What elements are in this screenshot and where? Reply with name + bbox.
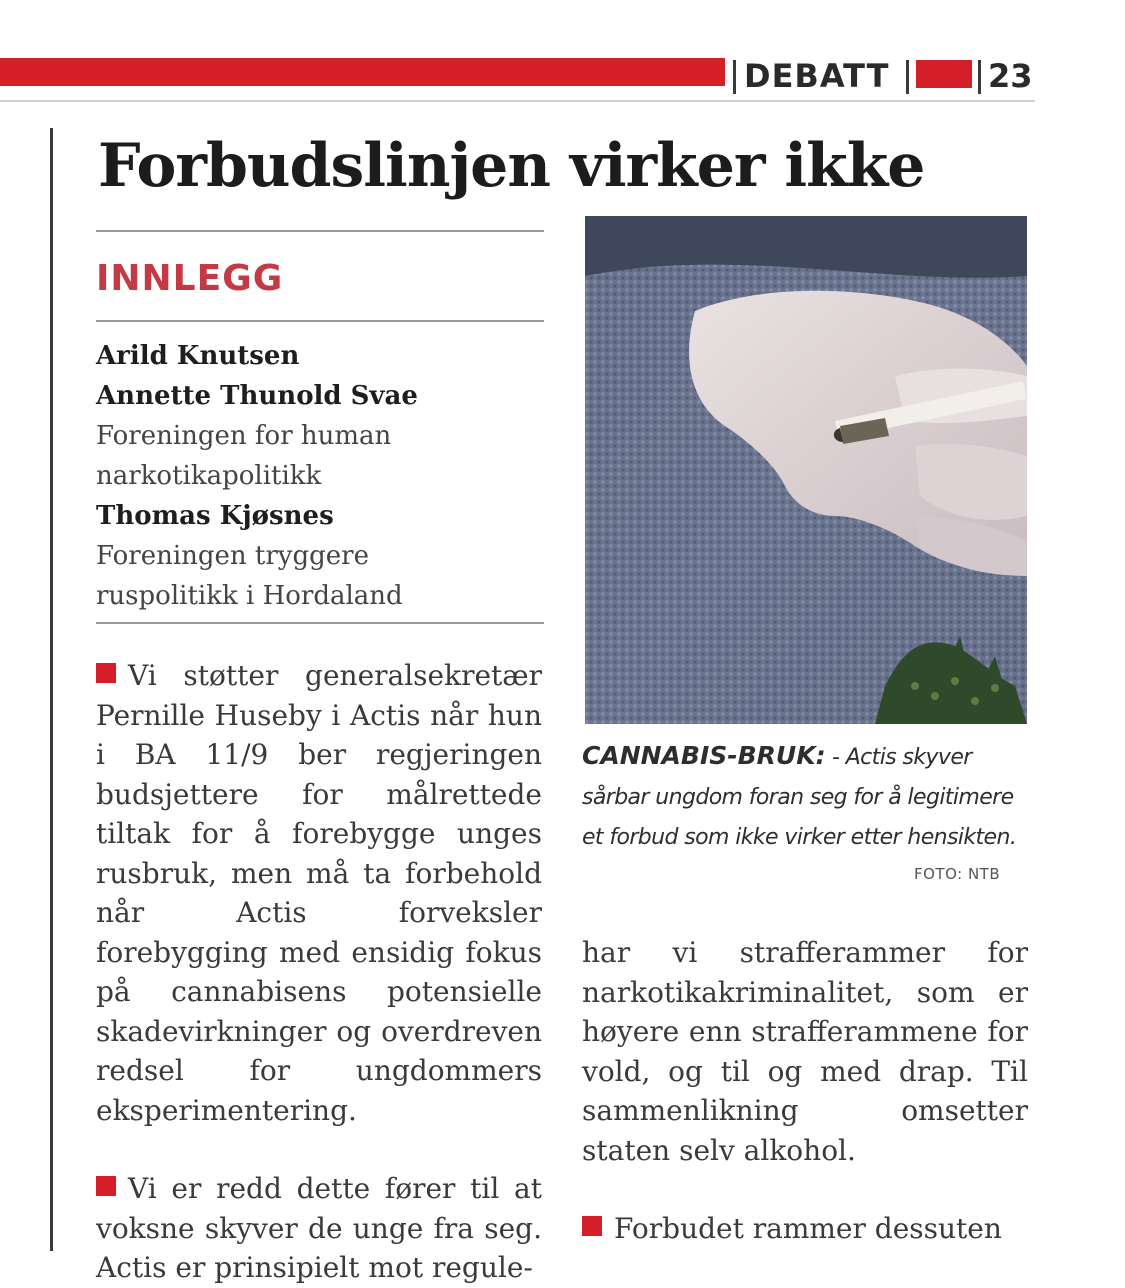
paragraph-bullet-icon <box>582 1216 602 1236</box>
header-divider <box>906 60 909 94</box>
body-paragraph <box>96 1169 542 1288</box>
byline-author: Thomas Kjøsnes <box>96 501 334 531</box>
caption-text: - Actis skyver sårbar ungdom foran seg for å legitimere et forbud som ikke virker etter hensikten. <box>582 745 1017 850</box>
headline: Forbudslinjen virker ikke <box>98 131 925 201</box>
cannabis-joint-photo-icon <box>585 216 1027 724</box>
body-paragraph-text: Vi støtter generalsekretær Pernille Huseby i Actis når hun i BA 11/9 ber regjeringen budsjettere for målrettede tiltak for å forebygge unges rusbruk, men må ta forbehold når Actis forveksler forebygging med ensidig fokus på cannabisens potensielle skadevirkninger og overdreven redsel for ungdommers eksperimentering. <box>96 659 542 1127</box>
byline-author: Arild Knutsen <box>96 341 300 371</box>
photo-credit: FOTO: NTB <box>914 865 1001 883</box>
paragraph-bullet-icon <box>96 663 116 683</box>
page-number: 23 <box>988 57 1033 95</box>
body-paragraph <box>582 1209 1028 1249</box>
header-red-bar <box>0 58 725 86</box>
byline-author: Annette Thunold Svae <box>96 381 418 411</box>
header-divider <box>978 60 981 94</box>
body-paragraph <box>96 656 542 1130</box>
header-divider <box>733 60 736 94</box>
body-column-right <box>582 933 1028 1249</box>
body-paragraph-text: Vi er redd dette fører til at voksne skyver de unge fra seg. Actis er prinsipielt mot regule- <box>96 1172 542 1284</box>
byline-organization: narkotikapolitikk <box>96 461 322 491</box>
byline-organization: Foreningen for human <box>96 421 392 451</box>
byline-organization: Foreningen tryggere <box>96 541 369 571</box>
body-paragraph-text: har vi strafferammer for narkotikakriminalitet, som er høyere enn strafferammene for vold, og til og med drap. Til sammenlikning omsetter staten selv alkohol. <box>582 936 1028 1167</box>
section-label: DEBATT <box>744 57 890 95</box>
header-rule <box>0 100 1035 102</box>
byline <box>96 336 544 616</box>
caption-label: CANNABIS-BRUK: <box>582 741 826 770</box>
body-paragraph-text: Forbudet rammer dessuten <box>614 1212 1002 1245</box>
kicker: INNLEGG <box>96 258 284 299</box>
rule <box>96 320 544 322</box>
byline-organization: ruspolitikk i Hordaland <box>96 581 403 611</box>
paragraph-bullet-icon <box>96 1176 116 1196</box>
photo-caption <box>582 736 1026 858</box>
article-photo <box>585 216 1027 724</box>
header-red-block <box>916 60 972 88</box>
rule <box>96 230 544 232</box>
body-column-left <box>96 656 542 1288</box>
body-paragraph <box>582 933 1028 1170</box>
rule <box>96 622 544 624</box>
column-rule <box>50 128 53 1251</box>
